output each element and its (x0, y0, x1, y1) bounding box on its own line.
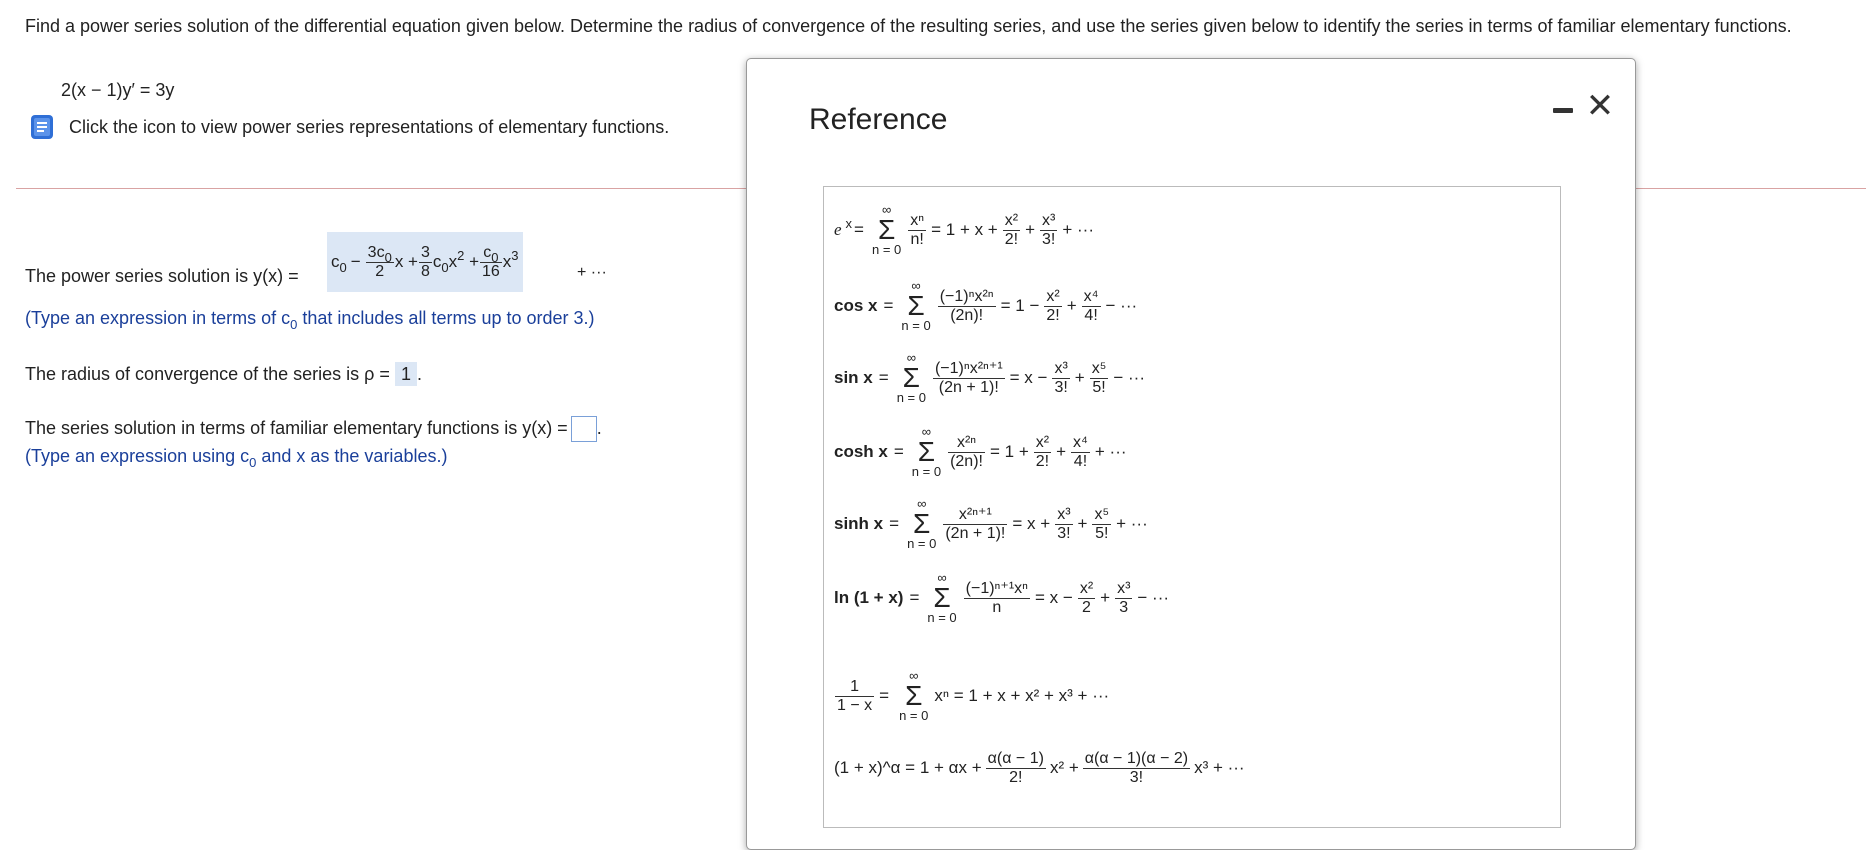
series-ellipsis: + ··· (577, 264, 607, 281)
book-icon[interactable] (27, 112, 57, 142)
elementary-solution-input[interactable] (571, 416, 597, 442)
radius-line: The radius of convergence of the series is ρ = 1 . (25, 364, 422, 384)
reference-link[interactable] (27, 112, 669, 142)
c0-symbol: c (331, 252, 340, 271)
elementary-hint: (Type an expression using $c_0$ and x as the variables.) (25, 446, 448, 470)
series-solution-label: The power series solution is y(x) = (25, 266, 299, 286)
term3-fraction: $\frac{c_0}{16}$ (482, 243, 500, 280)
differential-equation: 2(x − 1)y′ = 3y (61, 80, 175, 100)
formula-row: cosh x = ∞ Σ n = 0 $\frac{\text{x²ⁿ}}{(2n)!}$ = 1 + $\frac{\text{x²}}{2!}$ + $\frac{\text{x⁴}}{4!}$ + ··· (834, 424, 1127, 479)
formula-row: sinh x = ∞ Σ n = 0 $\frac{\text{x²ⁿ⁺¹}}{(2n + 1)!}$ = x + $\frac{\text{x³}}{3!}$ + $\frac{\text{x⁵}}{5!}$ + ··· (834, 496, 1148, 551)
c0-subscript: 0 (339, 259, 347, 275)
reference-link-text[interactable]: Click the icon to view power series representations of elementary functions. (69, 116, 670, 137)
formula-row: e x = ∞ Σ n = 0 $\frac{\text{xⁿ}}{n!}$ = 1 + x + $\frac{\text{x²}}{2!}$ + $\frac{\text{x³}}{3!}$ + ··· (834, 202, 1095, 257)
problem-prompt: Find a power series solution of the differential equation given below. Determine the radius of convergence of the resulting series, and use the series given below to identify the series in terms of familiar elementary functions. (25, 16, 1792, 36)
reference-modal[interactable] (746, 58, 1636, 850)
elementary-solution-line: The series solution in terms of familiar elementary functions is y(x) = . (25, 416, 602, 442)
modal-title: Reference (809, 103, 948, 136)
minimize-icon[interactable] (1551, 97, 1575, 121)
binomial-series-formula: (1 + x)^α = 1 + αx + $\frac{\alpha(\alpha - 1)}{2!}$ x² + $\frac{\alpha(\alpha - 1)(\alpha - 2)}{3!}$ x³ + ··· (834, 749, 1245, 786)
term2-fraction: $\frac{3}{8}$ (420, 243, 430, 280)
series-answer[interactable]: c 0 − $\frac{3c_0}{2}$ x + $\frac{3}{8}$ $c_0x^2$ + $\frac{c_0}{16}$ $x^3$ (327, 232, 523, 292)
radius-answer[interactable]: 1 (395, 362, 417, 386)
formula-row: sin x = ∞ Σ n = 0 $\frac{\text{(−1)ⁿx²ⁿ⁺¹}}{(2n + 1)!}$ = x − $\frac{\text{x³}}{3!}$ + $\frac{\text{x⁵}}{5!}$ − ··· (834, 350, 1146, 405)
formula-row: ln (1 + x) = ∞ Σ n = 0 $\frac{\text{(−1)ⁿ⁺¹xⁿ}}{n}$ = x − $\frac{\text{x²}}{2}$ + $\frac{\text{x³}}{3}$ − ··· (834, 570, 1170, 625)
series-hint: (Type an expression in terms of $c_0$ that includes all terms up to order 3.) (25, 308, 595, 332)
term1-fraction: $\frac{3c_0}{2}$ (367, 243, 392, 280)
geometric-series-formula: $\frac{1}{1 - x}$ = ∞ Σ n = 0 xⁿ = 1 + x + x² + x³ + ··· (837, 668, 1110, 723)
formula-row: cos x = ∞ Σ n = 0 $\frac{\text{(−1)ⁿx²ⁿ}}{(2n)!}$ = 1 − $\frac{\text{x²}}{2!}$ + $\frac{\text{x⁴}}{4!}$ − ··· (834, 278, 1138, 333)
close-icon[interactable]: ✕ (1585, 87, 1615, 125)
reference-panel (823, 186, 1561, 828)
